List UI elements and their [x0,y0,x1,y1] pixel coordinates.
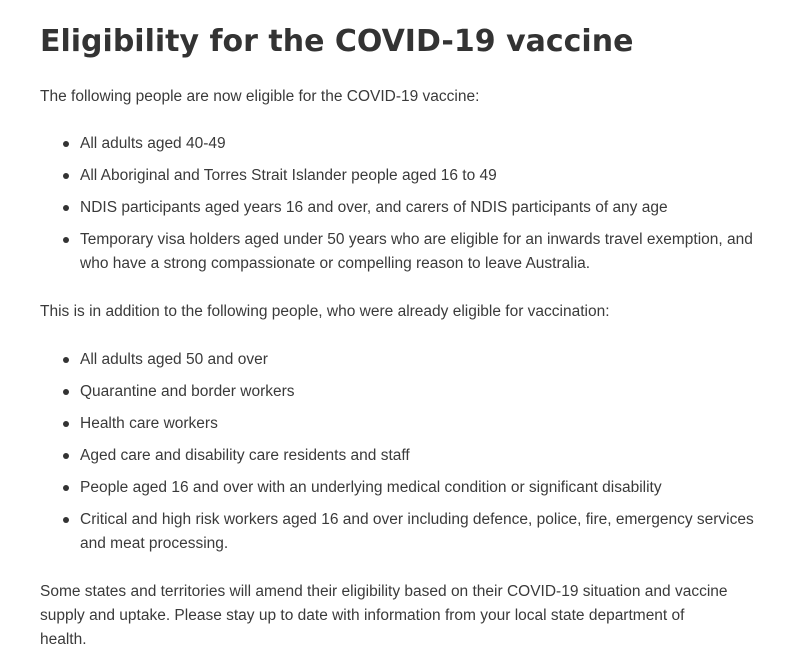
list-item: All adults aged 50 and over [40,348,760,372]
already-eligible-list [40,348,760,564]
list-item: All adults aged 40-49 [40,132,760,156]
list-item: Temporary visa holders aged under 50 years who are eligible for an inwards travel exemption, and who have a strong compassionate or compelling reason to leave Australia. [40,228,760,276]
new-eligible-list [40,132,760,284]
page-title: Eligibility for the COVID-19 vaccine [40,24,634,59]
list-item: All Aboriginal and Torres Strait Islander people aged 16 to 49 [40,164,760,188]
list-item: Quarantine and border workers [40,380,760,404]
list-item: People aged 16 and over with an underlying medical condition or significant disability [40,476,760,500]
list-item: Health care workers [40,412,760,436]
list-item: Aged care and disability care residents and staff [40,444,760,468]
list-item: Critical and high risk workers aged 16 and over including defence, police, fire, emergency services and meat processing. [40,508,760,556]
addition-paragraph: This is in addition to the following people, who were already eligible for vaccination: [40,303,610,320]
intro-paragraph: The following people are now eligible for the COVID-19 vaccine: [40,88,480,105]
list-item: NDIS participants aged years 16 and over, and carers of NDIS participants of any age [40,196,760,220]
outro-paragraph: Some states and territories will amend their eligibility based on their COVID-19 situation and vaccine supply and uptake. Please stay up to date with information from your local state department of health. [40,583,728,648]
